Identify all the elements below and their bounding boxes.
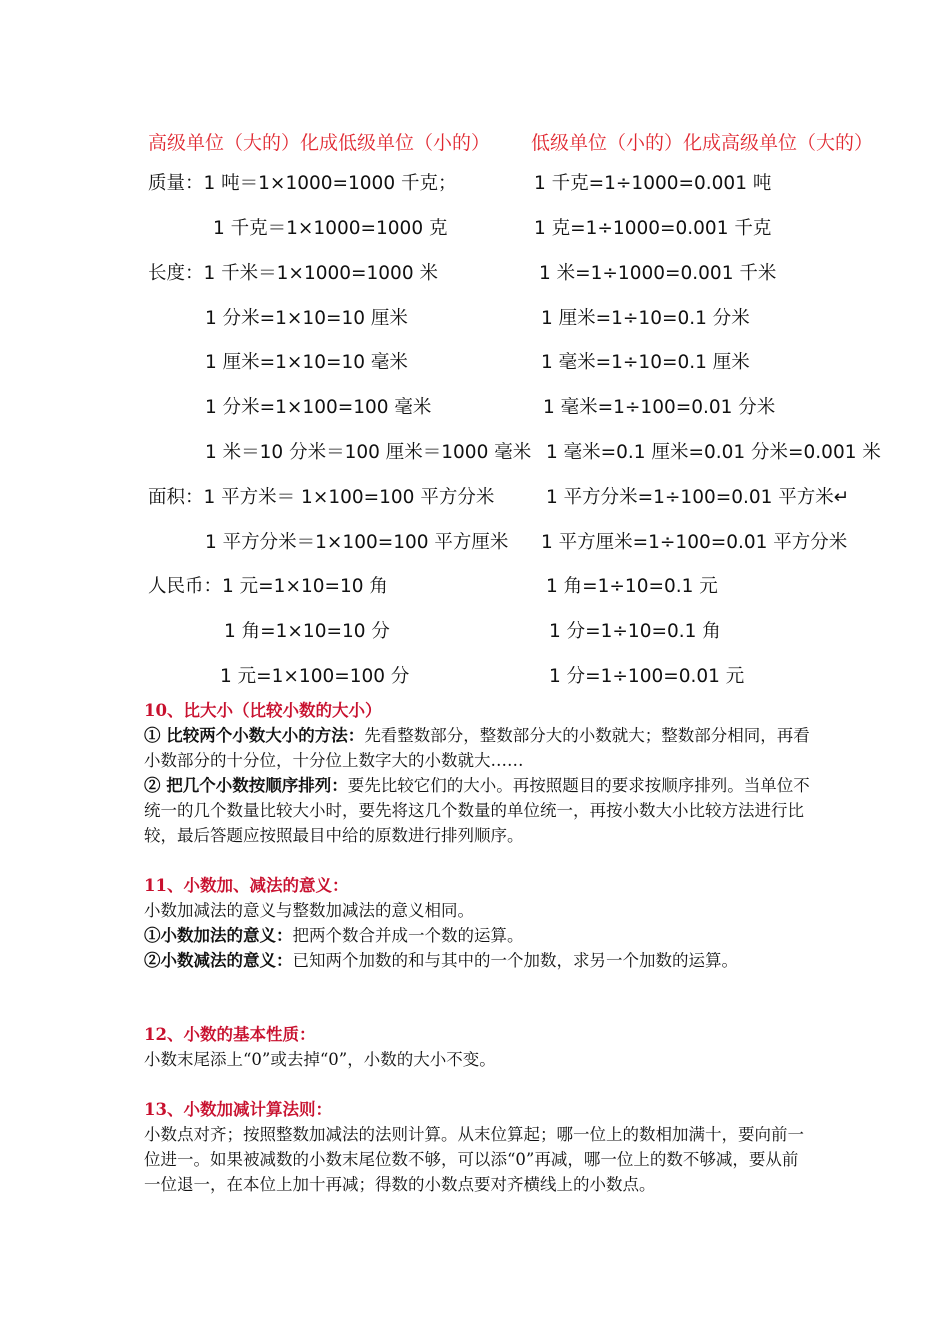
conversion-left-text: 1 厘米=1×10=10 毫米 — [205, 352, 408, 373]
section-11-title: 11、小数加、减法的意义： — [144, 876, 349, 895]
section-11-intro: 小数加减法的意义与整数加减法的意义相同。 — [144, 901, 474, 920]
conversion-right-5: 1 毫米=1÷100=0.01 分米 — [543, 397, 776, 418]
section-10-title: 10、比大小（比较小数的大小） — [144, 701, 382, 720]
conversion-left-text: 1 吨＝1×1000=1000 千克； — [203, 173, 457, 194]
section-13-title: 13、小数加减计算法则： — [144, 1100, 332, 1119]
section-11-item-1-label: ①小数加法的意义： — [144, 926, 293, 945]
conversion-category-label: 长度： — [148, 263, 204, 284]
conversion-right-0: 1 千克=1÷1000=0.001 吨 — [534, 173, 772, 194]
header-left: 高级单位（大的）化成低级单位（小的） — [148, 132, 491, 154]
section-12-text: 小数末尾添上“0”或去掉“0”，小数的大小不变。 — [144, 1050, 496, 1069]
section-11-item-2-text: 已知两个加数的和与其中的一个加数，求另一个加数的运算。 — [292, 951, 738, 970]
section-13-text: 小数点对齐；按照整数加减法的法则计算。从末位算起；哪一位上的数相加满十，要向前一位进一。如果被减数的小数末尾位数不够，可以添“0”再减，哪一位上的数不够减，要从前一位退一，在本位上加十再减；得数的小数点要对齐横线上的小数点。 — [144, 1125, 804, 1194]
conversion-left-1 — [213, 217, 447, 241]
conversion-left-6 — [205, 441, 531, 465]
conversion-left-text: 1 元=1×10=10 角 — [222, 576, 388, 597]
conversion-right-8: 1 平方厘米=1÷100=0.01 平方分米 — [541, 532, 848, 553]
conversion-left-5 — [205, 396, 431, 420]
conversion-right-1: 1 克=1÷1000=0.001 千克 — [534, 218, 772, 239]
conversion-right-3: 1 厘米=1÷10=0.1 分米 — [541, 308, 750, 329]
conversion-left-text: 1 分米=1×100=100 毫米 — [205, 397, 432, 418]
conversion-left-text: 1 分米=1×10=10 厘米 — [205, 308, 408, 329]
conversion-category-label: 面积： — [148, 487, 204, 508]
section-11-item-2-label: ②小数减法的意义： — [144, 951, 293, 970]
conversion-left-text: 1 米＝10 分米＝100 厘米＝1000 毫米 — [205, 442, 532, 463]
conversion-left-text: 1 角=1×10=10 分 — [224, 621, 390, 642]
section-12 — [144, 1022, 814, 1072]
header-right: 低级单位（小的）化成高级单位（大的） — [531, 132, 874, 154]
conversion-left-4 — [205, 351, 408, 375]
conversion-left-10 — [224, 620, 390, 644]
conversion-left-3 — [205, 307, 408, 331]
conversion-right-9: 1 角=1÷10=0.1 元 — [546, 576, 718, 597]
conversion-left-0 — [148, 172, 456, 196]
conversion-category-label: 人民币： — [148, 576, 223, 597]
conversion-left-8 — [205, 531, 508, 555]
conversion-left-9 — [148, 575, 388, 599]
section-11-item-2 — [144, 948, 814, 973]
conversion-left-7 — [148, 486, 494, 510]
section-10-item-1-label: ① 比较两个小数大小的方法： — [144, 726, 365, 745]
section-10-item-2-label: ② 把几个小数按顺序排列： — [144, 776, 348, 795]
conversion-left-text: 1 平方米＝ 1×100=100 平方分米 — [203, 487, 495, 508]
conversion-left-text: 1 千米＝1×1000=1000 米 — [203, 263, 438, 284]
section-10-item-1 — [144, 723, 814, 773]
section-11-item-1-text: 把两个数合并成一个数的运算。 — [292, 926, 524, 945]
conversion-left-text: 1 千克＝1×1000=1000 克 — [213, 218, 448, 239]
conversion-category-label: 质量： — [148, 173, 204, 194]
conversion-right-4: 1 毫米=1÷10=0.1 厘米 — [541, 352, 750, 373]
section-10-item-1-text: 先看整数部分，整数部分大的小数就大；整数部分相同，再看小数部分的十分位，十分位上数字大的小数就大…… — [144, 726, 810, 770]
conversion-right-11: 1 分=1÷100=0.01 元 — [549, 666, 745, 687]
conversion-left-2 — [148, 262, 438, 286]
section-11 — [144, 873, 814, 973]
conversion-left-text: 1 平方分米＝1×100=100 平方厘米 — [205, 532, 509, 553]
conversion-right-7: 1 平方分米=1÷100=0.01 平方米↵ — [546, 487, 850, 508]
section-11-item-1 — [144, 923, 814, 948]
conversion-left-text: 1 元=1×100=100 分 — [220, 666, 410, 687]
section-12-title: 12、小数的基本性质： — [144, 1025, 316, 1044]
conversion-right-2: 1 米=1÷1000=0.001 千米 — [539, 263, 777, 284]
section-13 — [144, 1097, 814, 1197]
conversion-right-10: 1 分=1÷10=0.1 角 — [549, 621, 721, 642]
section-10 — [144, 698, 814, 848]
section-10-item-2-text: 要先比较它们的大小。再按照题目的要求按顺序排列。当单位不统一的几个数量比较大小时，要先将这几个数量的单位统一，再按小数大小比较方法进行比较，最后答题应按照最目中给的原数进行排列顺序。 — [144, 776, 810, 845]
section-10-item-2 — [144, 773, 814, 848]
conversion-left-11 — [220, 665, 409, 689]
conversion-right-6: 1 毫米=0.1 厘米=0.01 分米=0.001 米 — [546, 442, 881, 463]
